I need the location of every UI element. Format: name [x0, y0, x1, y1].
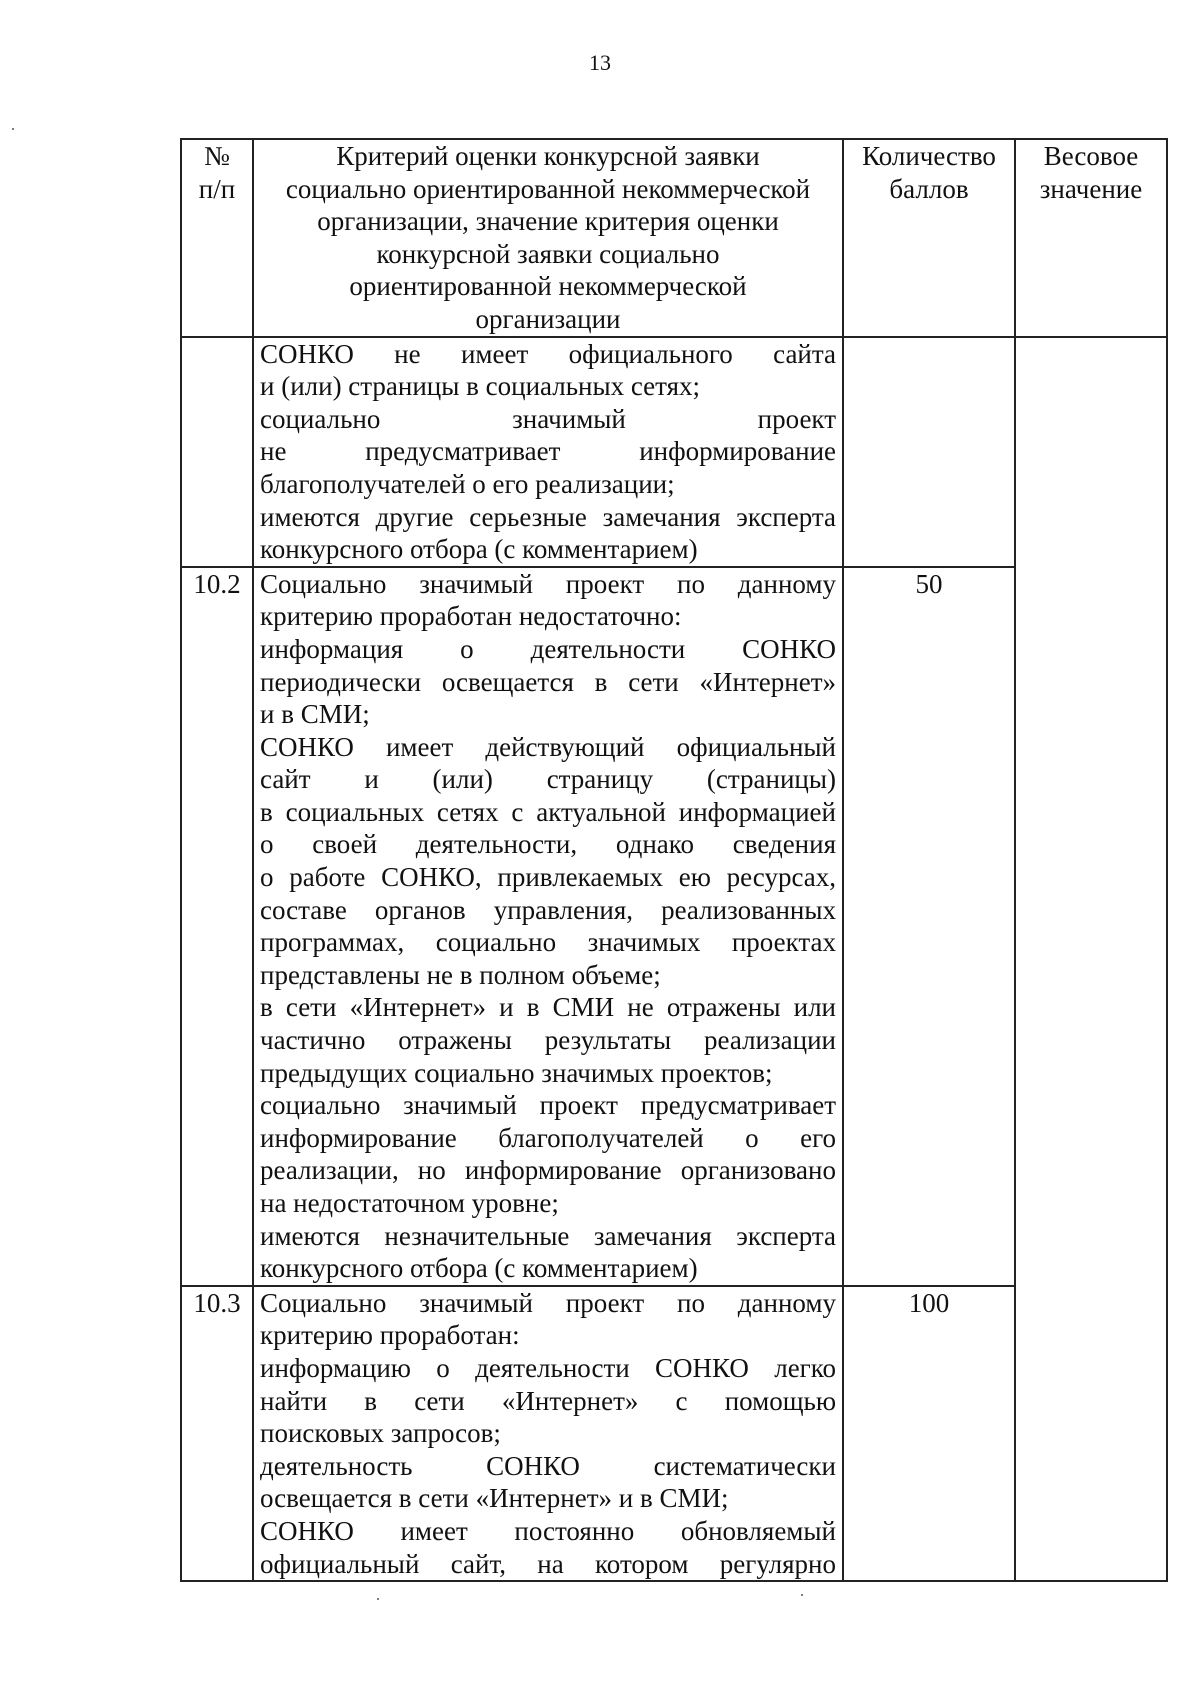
- header-criterion-line: социально ориентированной некоммерческой: [285, 173, 811, 204]
- criterion-text: [253, 1286, 843, 1581]
- criterion-line: критерию проработан недостаточно:: [260, 601, 682, 632]
- criterion-line: освещается в сети «Интернет» и в СМИ;: [260, 1483, 729, 1514]
- criterion-line: частично отражены результаты реализации: [260, 1025, 836, 1056]
- criterion-line: критерию проработан:: [260, 1320, 520, 1351]
- criterion-line: на недостаточном уровне;: [260, 1188, 559, 1218]
- header-criterion-line: конкурсной заявки социально: [376, 238, 720, 269]
- page-number: 13: [589, 50, 611, 75]
- criterion-line: не предусматривает информирование: [260, 436, 836, 467]
- score-value: 50: [843, 567, 1015, 1286]
- weight-value: [1015, 337, 1167, 1582]
- header-criterion: [253, 139, 843, 337]
- criterion-line: конкурсного отбора (с комментарием): [260, 534, 698, 565]
- header-weight: [1015, 139, 1167, 337]
- criterion-line: о работе СОНКО, привлекаемых ею ресурсах,: [260, 862, 836, 893]
- scan-speck: [12, 128, 14, 130]
- header-weight-line: значение: [1039, 173, 1143, 204]
- score-value: [843, 337, 1015, 567]
- header-score-line: Количество: [862, 141, 996, 171]
- criterion-line: информирование благополучателей о его: [260, 1122, 836, 1153]
- criterion-line: официальный сайт, на котором регулярно: [260, 1548, 836, 1579]
- scan-speck: [377, 1598, 379, 1600]
- criterion-text: [253, 337, 843, 567]
- criterion-line: имеются другие серьезные замечания эксперта: [260, 501, 836, 532]
- criterion-line: программах, социально значимых проектах: [260, 927, 836, 958]
- header-criterion-line: Критерий оценки конкурсной заявки: [336, 141, 760, 171]
- criterion-line: о своей деятельности, однако сведения: [260, 829, 836, 860]
- row-number: [181, 337, 253, 567]
- criterion-line: найти в сети «Интернет» с помощью: [260, 1385, 836, 1416]
- criterion-line: и (или) страницы в социальных сетях;: [260, 371, 701, 402]
- criterion-line: в социальных сетях с актуальной информацией: [260, 796, 836, 827]
- criterion-line: СОНКО не имеет официального сайта: [260, 338, 836, 369]
- criterion-line: сайт и (или) страницу (страницы): [260, 764, 836, 795]
- criteria-table: [180, 138, 1168, 1582]
- header-num-line: №: [204, 141, 230, 171]
- criterion-line: деятельность СОНКО систематически: [260, 1450, 836, 1481]
- header-score-line: баллов: [889, 173, 969, 204]
- criterion-line: информацию о деятельности СОНКО легко: [260, 1352, 836, 1383]
- criterion-line: составе органов управления, реализованных: [260, 894, 836, 925]
- criterion-line: периодически освещается в сети «Интернет»: [260, 666, 836, 697]
- criterion-text: [253, 567, 843, 1286]
- header-criterion-line: организации, значение критерия оценки: [317, 206, 779, 237]
- criterion-line: социально значимый проект предусматривает: [260, 1090, 836, 1121]
- row-number: 10.3: [181, 1286, 253, 1581]
- criterion-line: в сети «Интернет» и в СМИ не отражены или: [260, 992, 836, 1023]
- criterion-line: и в СМИ;: [260, 699, 370, 730]
- score-value: 100: [843, 1286, 1015, 1581]
- header-num: [181, 139, 253, 337]
- scan-speck: [801, 1594, 803, 1596]
- header-weight-line: Весовое: [1043, 141, 1139, 171]
- header-criterion-line: организации: [475, 303, 621, 334]
- criterion-line: предыдущих социально значимых проектов;: [260, 1057, 773, 1088]
- table-header-row: [181, 139, 1167, 337]
- header-criterion-line: ориентированной некоммерческой: [349, 271, 747, 302]
- table-row: [181, 337, 1167, 567]
- criterion-line: представлены не в полном объеме;: [260, 959, 661, 990]
- criterion-line: социально значимый проект: [260, 403, 836, 434]
- criterion-line: Социально значимый проект по данному: [260, 1287, 836, 1318]
- header-score: [843, 139, 1015, 337]
- criterion-line: СОНКО имеет действующий официальный: [260, 731, 836, 762]
- criterion-line: информация о деятельности СОНКО: [260, 633, 836, 664]
- criterion-line: реализации, но информирование организовано: [260, 1155, 836, 1186]
- criterion-line: Социально значимый проект по данному: [260, 568, 836, 599]
- criterion-line: поисковых запросов;: [260, 1418, 501, 1449]
- criterion-line: благополучателей о его реализации;: [260, 468, 675, 499]
- criterion-line: конкурсного отбора (с комментарием): [260, 1253, 698, 1284]
- criterion-line: имеются незначительные замечания эксперта: [260, 1220, 836, 1251]
- row-number: 10.2: [181, 567, 253, 1286]
- criterion-line: СОНКО имеет постоянно обновляемый: [260, 1515, 836, 1546]
- header-num-line: п/п: [198, 173, 236, 204]
